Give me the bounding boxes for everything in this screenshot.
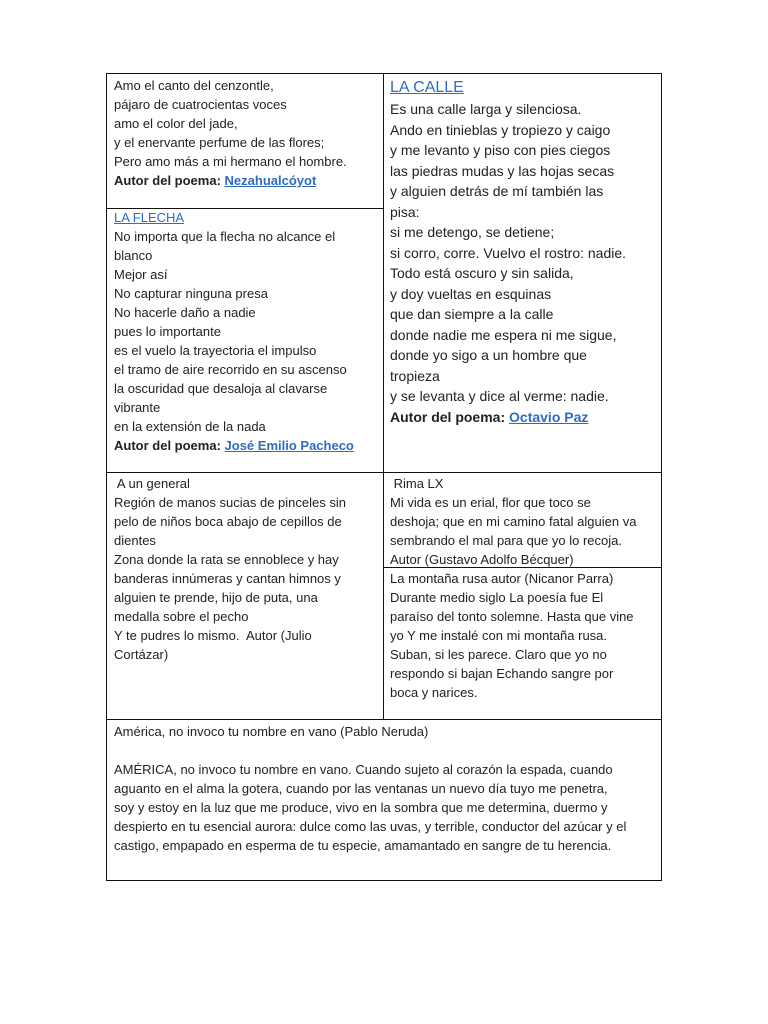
poem-line: si corro, corre. Vuelvo el rostro: nadie. [390,244,627,261]
poem-line: sembrando el mal para que yo lo recoja. [390,533,622,548]
poem-line: en la extensión de la nada [114,419,266,434]
poem-line: boca y narices. [390,685,478,700]
poem-line: y alguien detrás de mí también las [390,183,604,199]
author-link[interactable]: José Emilio Pacheco [224,438,354,453]
poem-line: donde nadie me espera ni me sigue, [390,326,617,343]
poem-title: A un general [114,476,190,491]
poem-line: Mejor así [114,267,168,282]
poem-line: medalla sobre el pecho [114,609,249,624]
poem-line: deshoja; que en mi camino fatal alguien va [390,514,637,529]
poem-a-un-general [114,474,380,664]
poem-line: despierto en tu esencial aurora: dulce como las uvas, y terrible, conductor del azúcar y el [114,819,627,834]
table-divider-row-4 [106,719,662,720]
poem-rima-lx [390,474,658,569]
poem-line: No capturar ninguna presa [114,286,268,301]
author-link[interactable]: Nezahualcóyot [224,173,317,188]
poem-line: y se levanta y dice al verme: nadie. [390,388,609,404]
poem-line: respondo si bajan Echando sangre por [390,666,614,681]
poem-line: Región de manos sucias de pinceles sin [114,495,346,510]
poem-title: América, no invoco tu nombre en vano (Pablo Neruda) [114,724,429,739]
poem-line: la oscuridad que desaloja al clavarse [114,381,328,396]
poem-line: vibrante [114,400,161,415]
blank-line [114,741,658,760]
poem-montana-rusa [390,569,658,702]
poem-title: Rima LX [390,476,444,491]
poem-line: pues lo importante [114,324,221,339]
poem-line: pájaro de cuatrocientas voces [114,97,287,112]
author-line [114,171,380,190]
poem-line: AMÉRICA, no invoco tu nombre en vano. Cuando sujeto al corazón la espada, cuando [114,762,613,777]
poem-line: que dan siempre a la calle [390,306,554,322]
poem-la-calle [390,77,658,427]
table-divider-col-top [383,73,384,720]
poem-line: donde yo sigo a un hombre que [390,347,587,363]
author-line [390,407,658,428]
poem-line: tropieza [390,367,440,384]
author-label: Autor del poema: [114,173,221,188]
poem-line: pisa: [390,203,420,220]
poem-line: Zona donde la rata se ennoblece y hay [114,552,339,567]
poem-line: y doy vueltas en esquinas [390,285,552,302]
poem-line: Suban, si les parece. Claro que yo no [390,647,607,662]
author-label: Autor del poema: [114,438,221,453]
author-label: Autor del poema: [390,408,506,425]
poem-line: Cortázar) [114,647,169,662]
poem-line: Es una calle larga y silenciosa. [390,101,582,117]
poem-line: blanco [114,248,153,263]
poem-line: Mi vida es un erial, flor que toco se [390,495,591,510]
poem-line: Y te pudres lo mismo. Autor (Julio [114,628,312,643]
poem-line: Autor (Gustavo Adolfo Bécquer) [390,552,574,567]
author-line [114,436,380,455]
poem-line: yo Y me instalé con mi montaña rusa. [390,628,608,643]
poem-line: castigo, empapado en esperma de tu especie, amamantado en sangre de tu herencia. [114,838,612,853]
poem-line: y me levanto y piso con pies ciegos [390,142,611,158]
poem-line: las piedras mudas y las hojas secas [390,162,615,179]
poem-line: aguanto en el alma la gotera, cuando por las ventanas un nuevo día tuyo me penetra, [114,781,608,796]
poem-line: Amo el canto del cenzontle, [114,78,274,93]
poem-line: Pero amo más a mi hermano el hombre. [114,154,347,169]
poem-line: es el vuelo la trayectoria el impulso [114,343,317,358]
poem-line: si me detengo, se detiene; [390,224,555,240]
poem-line: el tramo de aire recorrido en su ascenso [114,362,347,377]
poem-line: Durante medio siglo La poesía fue El [390,590,604,605]
author-link[interactable]: Octavio Paz [509,408,589,425]
poem-america [114,722,658,855]
poem-line: Todo está oscuro y sin salida, [390,265,574,281]
poem-title: La montaña rusa autor (Nicanor Parra) [390,571,614,586]
poem-line: banderas innúmeras y cantan himnos y [114,571,341,586]
poem-line: paraíso del tonto solemne. Hasta que vine [390,609,634,624]
poem-line: Ando en tinieblas y tropiezo y caigo [390,121,611,138]
poem-title-link[interactable]: LA CALLE [390,79,464,96]
table-divider-row-2 [106,472,662,473]
poem-nezahualcoyotl [114,76,380,190]
poem-line: alguien te prende, hijo de puta, una [114,590,318,605]
poem-title-link[interactable]: LA FLECHA [114,210,185,225]
poem-line: amo el color del jade, [114,116,238,131]
poem-line: pelo de niños boca abajo de cepillos de [114,514,342,529]
poem-line: soy y estoy en la luz que me produce, vivo en la sombra que me determina, duermo y [114,800,608,815]
poem-line: y el enervante perfume de las flores; [114,135,325,150]
poem-line: No importa que la flecha no alcance el [114,229,336,244]
poem-line: No hacerle daño a nadie [114,305,256,320]
poem-line: dientes [114,533,156,548]
poem-la-flecha [114,208,380,455]
